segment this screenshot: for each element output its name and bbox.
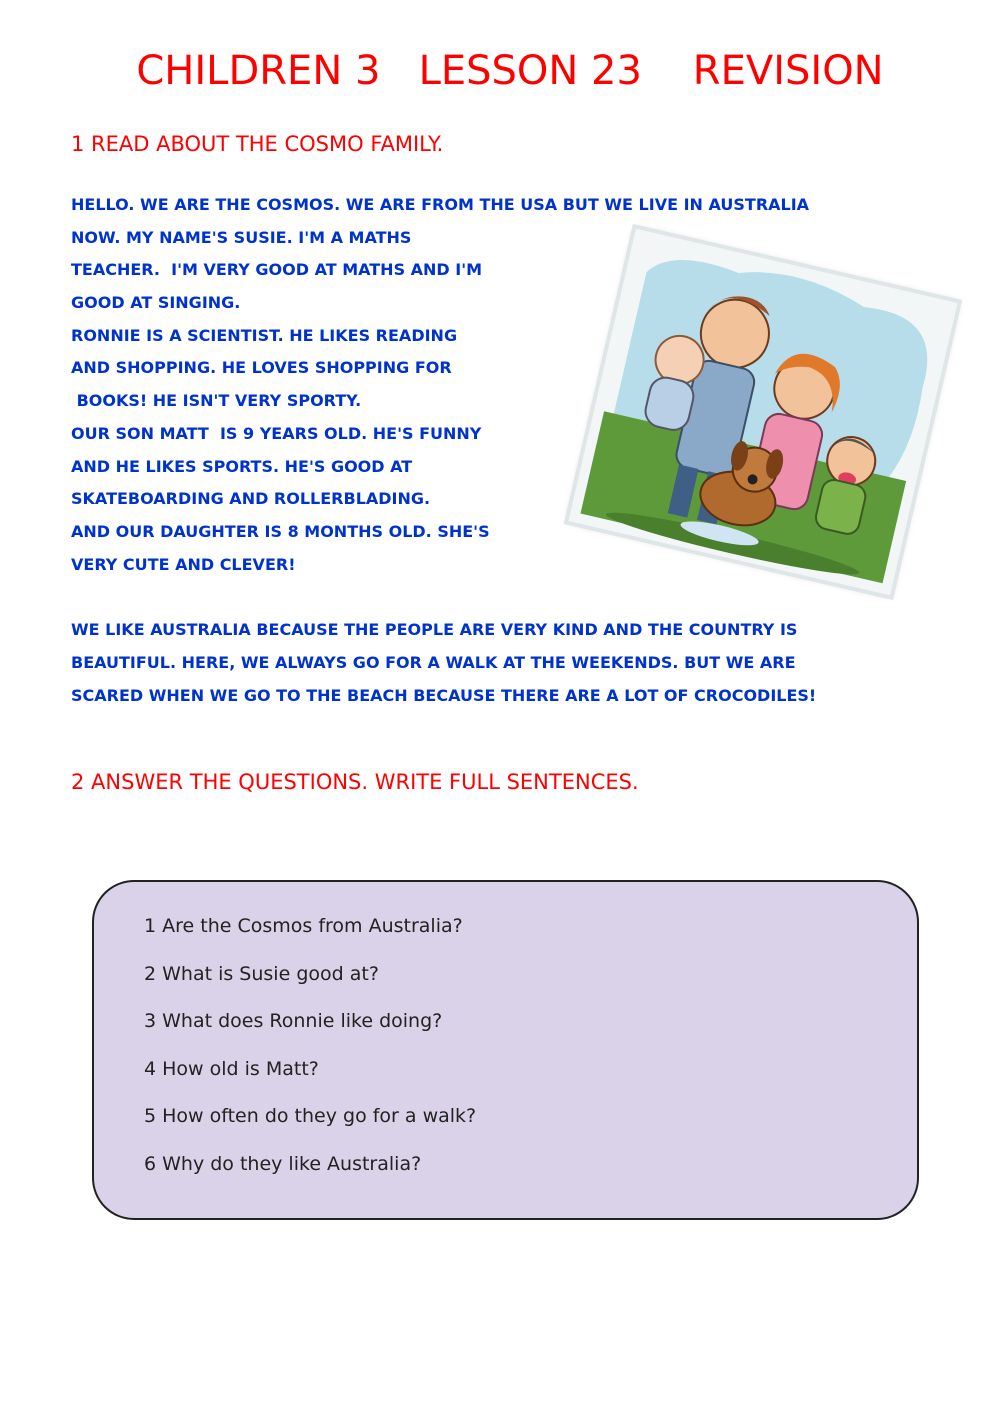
question-item: 4 How old is Matt? (144, 1057, 319, 1080)
reading-line: VERY CUTE AND CLEVER! (71, 554, 296, 574)
questions-box (92, 880, 919, 1220)
reading-line: OUR SON MATT IS 9 YEARS OLD. HE'S FUNNY (71, 423, 482, 443)
section-1-heading: 1 READ ABOUT THE COSMO FAMILY. (71, 132, 444, 156)
reading-line: GOOD AT SINGING. (71, 293, 241, 313)
reading-line: AND OUR DAUGHTER IS 8 MONTHS OLD. SHE'S (71, 521, 490, 541)
question-item: 1 Are the Cosmos from Australia? (144, 915, 463, 937)
reading-line: RONNIE IS A SCIENTIST. HE LIKES READING (71, 325, 458, 345)
reading-line: AND SHOPPING. HE LOVES SHOPPING FOR (71, 358, 452, 378)
page-title: CHILDREN 3 LESSON 23 REVISION (136, 48, 884, 94)
reading-line: BEAUTIFUL. HERE, WE ALWAYS GO FOR A WALK AT THE WEEKENDS. BUT WE ARE (71, 652, 796, 672)
reading-line: AND HE LIKES SPORTS. HE'S GOOD AT (71, 456, 413, 476)
reading-line: SKATEBOARDING AND ROLLERBLADING. (71, 489, 431, 509)
reading-line: WE LIKE AUSTRALIA BECAUSE THE PEOPLE ARE VERY KIND AND THE COUNTRY IS (71, 620, 798, 640)
questions-list (144, 915, 476, 1200)
reading-line: TEACHER. I'M VERY GOOD AT MATHS AND I'M (71, 260, 483, 280)
question-item: 2 What is Susie good at? (144, 962, 379, 985)
reading-line: HELLO. WE ARE THE COSMOS. WE ARE FROM THE USA BUT WE LIVE IN AUSTRALIA (71, 195, 810, 214)
reading-line: BOOKS! HE ISN'T VERY SPORTY. (71, 391, 362, 411)
reading-line: NOW. MY NAME'S SUSIE. I'M A MATHS (71, 227, 412, 247)
question-item: 5 How often do they go for a walk? (144, 1105, 477, 1127)
question-item: 3 What does Ronnie like doing? (144, 1010, 443, 1032)
reading-line: SCARED WHEN WE GO TO THE BEACH BECAUSE THERE ARE A LOT OF CROCODILES! (71, 685, 817, 705)
question-item: 6 Why do they like Australia? (144, 1152, 422, 1175)
section-2-heading: 2 ANSWER THE QUESTIONS. WRITE FULL SENTENCES. (71, 770, 639, 794)
